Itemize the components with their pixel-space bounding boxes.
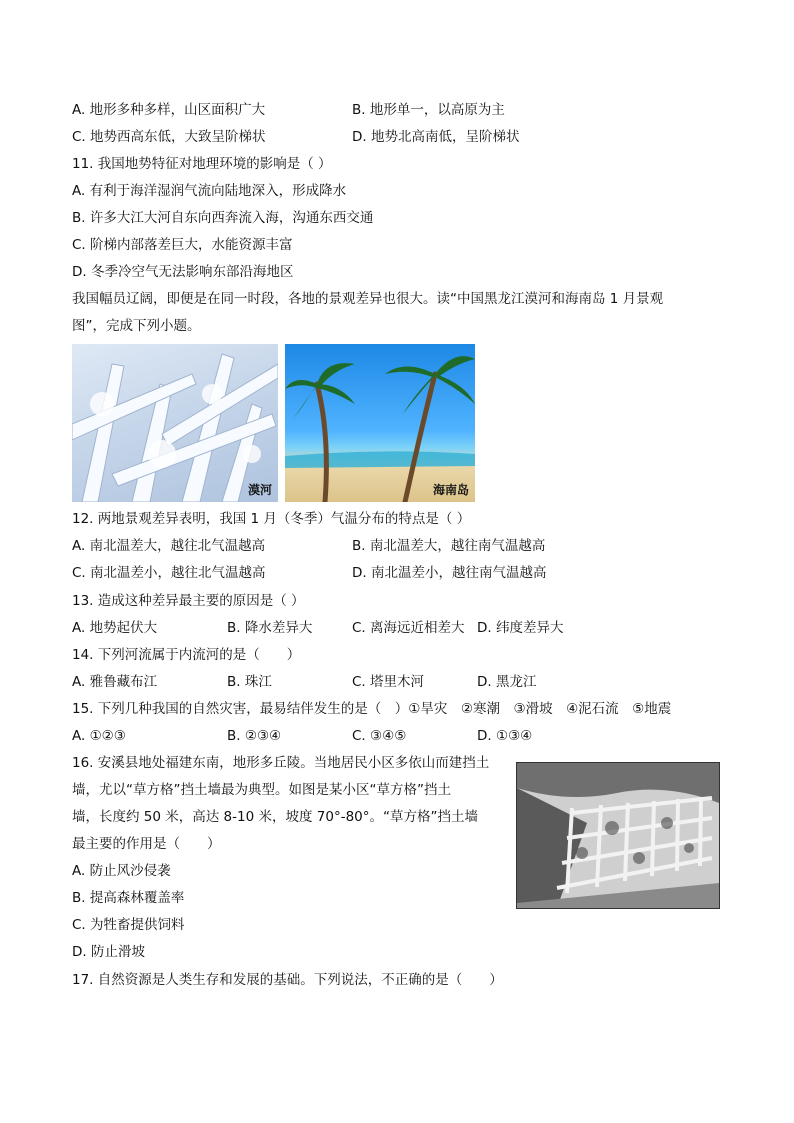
q16-option-b: B. 提高森林覆盖率 [72,890,185,906]
q14-option-c: C. 塔里木河 [352,674,425,690]
snow-branches-illustration [72,344,278,502]
q16-stem-line-1: 16. 安溪县地处福建东南，地形多丘陵。当地居民小区多依山而建挡土 [72,755,490,771]
q11-option-c: C. 阶梯内部落差巨大，水能资源丰富 [72,237,293,253]
q15-option-b: B. ②③④ [227,728,282,744]
q15-option-d: D. ①③④ [477,728,533,744]
q13-option-c: C. 离海远近相差大 [352,620,465,636]
q10-option-a: A. 地形多种多样，山区面积广大 [72,102,266,118]
q16-stem-line-4: 最主要的作用是（ ） [72,836,221,852]
q15-option-c: C. ③④⑤ [352,728,407,744]
q11-option-a: A. 有利于海洋湿润气流向陆地深入，形成降水 [72,183,347,199]
palm-trees-illustration [285,344,475,502]
q13-stem: 13. 造成这种差异最主要的原因是（ ） [72,593,305,609]
q12-stem: 12. 两地景观差异表明，我国 1 月（冬季）气温分布的特点是（ ） [72,511,471,527]
q13-option-a: A. 地势起伏大 [72,620,158,636]
retaining-wall-illustration [517,763,719,908]
hainan-label: 海南岛 [432,483,469,497]
q12-option-b: B. 南北温差大，越往南气温越高 [352,538,546,554]
mohe-label: 漠河 [247,483,272,497]
q14-stem: 14. 下列河流属于内流河的是（ ） [72,647,301,663]
mohe-snow-photo [72,344,278,502]
q13-option-b: B. 降水差异大 [227,620,313,636]
q16-stem-line-3: 墙，长度约 50 米，高达 8-10 米，坡度 70°-80°。“草方格”挡土墙 [72,809,478,825]
hainan-beach-photo [285,344,475,502]
q10-option-b: B. 地形单一，以高原为主 [352,102,505,118]
q11-option-d: D. 冬季冷空气无法影响东部沿海地区 [72,264,294,280]
q16-option-a: A. 防止风沙侵袭 [72,863,171,879]
q10-option-c: C. 地势西高东低，大致呈阶梯状 [72,129,266,145]
grass-grid-retaining-wall-photo [516,762,720,909]
q12-option-c: C. 南北温差小，越往北气温越高 [72,565,266,581]
intro-line-1: 我国幅员辽阔，即便是在同一时段，各地的景观差异也很大。读“中国黑龙江漠河和海南岛 1 月景观 [72,291,664,307]
q14-option-a: A. 雅鲁藏布江 [72,674,158,690]
q11-option-b: B. 许多大江大河自东向西奔流入海，沟通东西交通 [72,210,374,226]
q12-option-d: D. 南北温差小，越往南气温越高 [352,565,547,581]
q15-stem: 15. 下列几种我国的自然灾害，最易结伴发生的是（ ）①旱灾 ②寒潮 ③滑坡 ④泥石流 ⑤地震 [72,701,672,717]
q11-stem: 11. 我国地势特征对地理环境的影响是（ ） [72,156,332,172]
q14-option-d: D. 黑龙江 [477,674,537,690]
intro-line-2: 图”，完成下列小题。 [72,318,201,334]
q17-stem: 17. 自然资源是人类生存和发展的基础。下列说法，不正确的是（ ） [72,972,503,988]
q16-option-c: C. 为牲畜提供饲料 [72,917,185,933]
q16-option-d: D. 防止滑坡 [72,944,145,960]
q16-stem-line-2: 墙，尤以“草方格”挡土墙最为典型。如图是某小区“草方格”挡土 [72,782,451,798]
q15-option-a: A. ①②③ [72,728,126,744]
q14-option-b: B. 珠江 [227,674,272,690]
q10-option-d: D. 地势北高南低，呈阶梯状 [352,129,520,145]
q13-option-d: D. 纬度差异大 [477,620,564,636]
q12-option-a: A. 南北温差大，越往北气温越高 [72,538,266,554]
